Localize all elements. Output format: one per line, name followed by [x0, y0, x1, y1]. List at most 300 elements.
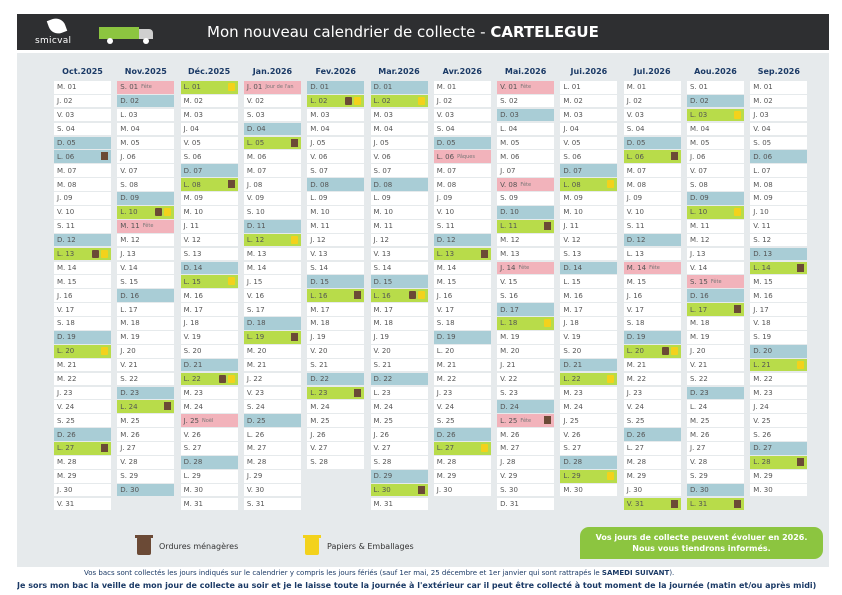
brown-bin-icon — [137, 537, 151, 555]
day-label: M. 18 — [310, 319, 330, 328]
day-cell — [54, 317, 111, 330]
day-label: J. 09 — [436, 194, 453, 203]
day-label: S. 06 — [563, 152, 582, 161]
day-label: V. 12 — [183, 236, 201, 245]
day-label: V. 26 — [183, 430, 201, 439]
day-cell — [371, 248, 428, 261]
day-cell — [307, 359, 364, 372]
day-label: L. 13 — [57, 249, 75, 258]
day-label: M. 22 — [753, 375, 773, 383]
month-header: Jan.2026 — [252, 67, 293, 76]
day-label: J. 23 — [436, 388, 453, 397]
day-cell — [687, 178, 744, 191]
day-label: S. 25 — [436, 416, 455, 425]
day-label: J. 01 — [246, 83, 263, 92]
month-column — [54, 67, 111, 512]
day-cell — [371, 303, 428, 316]
day-label: J. 16 — [436, 291, 453, 300]
day-cell — [117, 456, 174, 469]
month-column — [750, 67, 807, 498]
day-cell — [54, 275, 111, 288]
day-label: S. 18 — [57, 319, 75, 328]
day-label: M. 01 — [57, 83, 77, 92]
day-cell — [750, 303, 807, 316]
day-cell — [560, 178, 617, 191]
day-cell — [750, 345, 807, 358]
day-label: J. 26 — [310, 430, 326, 439]
day-label: L. 14 — [753, 263, 771, 272]
day-cell — [434, 373, 491, 386]
day-label: D. 19 — [626, 333, 646, 342]
day-label: M. 23 — [183, 388, 203, 397]
day-cell — [624, 442, 681, 455]
day-label: J. 29 — [246, 472, 263, 481]
day-label: V. 19 — [183, 333, 201, 342]
day-cell — [687, 81, 744, 94]
day-label: S. 22 — [690, 375, 708, 383]
day-cell — [750, 150, 807, 163]
month-column — [687, 67, 744, 512]
day-cell — [560, 234, 617, 247]
day-label: S. 07 — [373, 166, 392, 175]
day-label: J. 28 — [500, 458, 516, 467]
day-label: M. 25 — [310, 416, 330, 425]
day-label: D. 22 — [310, 375, 329, 383]
day-cell — [434, 192, 491, 205]
day-cell — [434, 206, 491, 219]
day-label: J. 04 — [183, 124, 200, 133]
day-label: S. 25 — [626, 416, 645, 425]
day-cell — [687, 95, 744, 108]
day-cell — [181, 442, 238, 455]
day-cell — [244, 137, 301, 150]
day-label: M. 05 — [120, 138, 140, 147]
day-cell — [434, 303, 491, 316]
day-cell — [497, 289, 554, 302]
day-cell — [54, 206, 111, 219]
day-label: J. 30 — [57, 486, 73, 495]
day-label: J. 05 — [373, 138, 389, 147]
day-label: D. 02 — [690, 97, 709, 106]
day-label: M. 21 — [246, 361, 267, 370]
day-cell — [181, 81, 238, 94]
day-label: J. 21 — [500, 361, 516, 370]
day-label: J. 06 — [120, 152, 136, 161]
day-label: L. 16 — [310, 291, 328, 300]
day-label: D. 16 — [120, 291, 140, 300]
day-label: L. 15 — [563, 277, 581, 286]
day-cell — [244, 262, 301, 275]
day-cell — [244, 317, 301, 330]
day-cell — [750, 206, 807, 219]
day-cell — [307, 400, 364, 413]
brown-bin-icon — [418, 486, 425, 494]
day-label: J. 20 — [120, 347, 136, 356]
day-cell — [560, 303, 617, 316]
day-cell — [181, 262, 238, 275]
day-cell — [244, 414, 301, 427]
day-cell — [307, 387, 364, 400]
day-cell — [750, 248, 807, 261]
day-label: J. 30 — [436, 486, 453, 495]
day-cell — [687, 373, 744, 386]
day-label: J. 12 — [310, 236, 326, 245]
day-label: S. 14 — [373, 263, 392, 272]
day-label: J. 17 — [753, 305, 769, 314]
day-cell — [687, 414, 744, 427]
day-cell — [54, 109, 111, 122]
day-cell — [117, 164, 174, 177]
month-header: Avr.2026 — [442, 67, 482, 76]
footer-instruction: Je sors mon bac la veille de mon jour de collecte au soir et je le laisse toute la journée à l'extérieur car il peut être collecté à tout moment de la journée (matin et/ou après midi) — [17, 581, 817, 590]
day-cell — [687, 498, 744, 511]
day-label: M. 26 — [500, 430, 520, 439]
day-cell — [434, 248, 491, 261]
day-label: L. 24 — [120, 402, 138, 411]
day-label: L. 01 — [183, 83, 201, 92]
day-label: S. 02 — [500, 97, 518, 106]
day-cell — [181, 470, 238, 483]
yellow-bin-icon — [291, 236, 298, 244]
day-label: J. 18 — [183, 319, 200, 328]
day-cell — [307, 317, 364, 330]
day-cell — [687, 303, 744, 316]
day-cell — [497, 192, 554, 205]
day-label: V. 27 — [310, 444, 328, 453]
day-cell — [54, 150, 111, 163]
day-cell — [497, 262, 554, 275]
day-cell — [244, 248, 301, 261]
day-cell — [371, 414, 428, 427]
day-label: S. 16 — [500, 291, 518, 300]
day-cell — [181, 414, 238, 427]
brown-bin-icon — [797, 264, 804, 272]
day-cell — [560, 289, 617, 302]
day-cell — [560, 137, 617, 150]
day-label: S. 07 — [310, 166, 328, 175]
day-label: L. 31 — [690, 500, 708, 509]
day-label: M. 29 — [626, 472, 647, 481]
day-cell — [624, 206, 681, 219]
day-cell — [117, 414, 174, 427]
day-cell — [750, 262, 807, 275]
day-label: M. 14 — [57, 263, 77, 272]
day-cell — [497, 345, 554, 358]
day-cell — [117, 234, 174, 247]
day-label: V. 16 — [246, 291, 265, 300]
day-cell — [624, 220, 681, 233]
day-label: L. 05 — [246, 138, 265, 147]
page-title — [207, 23, 599, 41]
day-cell — [244, 345, 301, 358]
day-cell — [687, 359, 744, 372]
day-label: J. 25 — [183, 416, 200, 425]
yellow-bin-icon — [607, 375, 614, 383]
day-cell — [371, 178, 428, 191]
day-cell — [181, 248, 238, 261]
day-cell — [54, 81, 111, 94]
day-label: M. 16 — [563, 291, 583, 300]
day-label: V. 10 — [436, 208, 455, 217]
day-label: S. 27 — [563, 444, 582, 453]
day-cell — [687, 428, 744, 441]
yellow-bin-icon — [164, 208, 171, 216]
day-cell — [117, 150, 174, 163]
day-label: J. 30 — [626, 486, 643, 495]
day-cell — [434, 289, 491, 302]
day-cell — [54, 345, 111, 358]
day-label: M. 31 — [183, 500, 203, 509]
day-label: M. 07 — [246, 166, 267, 175]
day-label: J. 08 — [246, 180, 263, 189]
day-cell — [687, 317, 744, 330]
day-cell — [560, 275, 617, 288]
day-label: V. 26 — [563, 430, 581, 439]
day-label: D. 02 — [120, 97, 140, 106]
day-cell — [560, 248, 617, 261]
day-cell — [687, 456, 744, 469]
day-label: D. 17 — [500, 305, 519, 314]
day-label: D. 19 — [57, 333, 76, 342]
day-cell — [54, 192, 111, 205]
day-label: V. 06 — [310, 152, 328, 161]
day-label: S. 18 — [626, 319, 645, 328]
yellow-bin-icon — [418, 291, 425, 299]
day-cell — [687, 275, 744, 288]
day-label: S. 15 — [690, 277, 708, 286]
day-cell — [307, 373, 364, 386]
day-cell — [117, 359, 174, 372]
day-label: D. 12 — [436, 236, 456, 245]
day-cell — [624, 317, 681, 330]
day-cell — [497, 331, 554, 344]
brown-bin-icon — [671, 500, 678, 508]
day-label: D. 05 — [626, 138, 646, 147]
day-label: M. 20 — [500, 347, 520, 356]
day-cell — [497, 484, 554, 497]
yellow-bin-icon — [228, 83, 235, 91]
day-label: M. 01 — [753, 83, 773, 92]
day-cell — [181, 373, 238, 386]
day-label: J. 27 — [690, 444, 706, 453]
day-label: D. 31 — [500, 500, 519, 509]
day-cell — [307, 192, 364, 205]
day-cell — [244, 303, 301, 316]
leaf-logo-icon — [47, 16, 68, 37]
day-label: D. 27 — [753, 444, 773, 453]
day-label: V. 11 — [753, 222, 771, 231]
day-label: D. 06 — [753, 152, 773, 161]
day-cell — [244, 331, 301, 344]
day-cell — [117, 387, 174, 400]
day-cell — [54, 428, 111, 441]
day-label: M. 03 — [183, 111, 203, 120]
day-cell — [307, 137, 364, 150]
day-label: M. 05 — [500, 138, 520, 147]
day-label: M. 09 — [753, 194, 773, 203]
day-label: V. 13 — [310, 249, 328, 258]
day-label: S. 29 — [120, 472, 139, 481]
day-cell — [117, 220, 174, 233]
day-label: V. 14 — [690, 263, 708, 272]
day-cell — [560, 150, 617, 163]
day-cell — [181, 303, 238, 316]
day-cell — [750, 81, 807, 94]
day-label: J. 13 — [690, 249, 706, 258]
legend-menagers-label: Ordures ménagères — [159, 541, 239, 551]
day-label: S. 04 — [626, 124, 645, 133]
day-label: L. 25 — [500, 416, 518, 425]
day-cell — [181, 317, 238, 330]
day-cell — [434, 442, 491, 455]
month-header: Oct.2025 — [62, 67, 103, 76]
day-label: M. 26 — [120, 430, 140, 439]
day-cell — [371, 373, 428, 386]
day-cell — [624, 470, 681, 483]
day-cell — [687, 206, 744, 219]
day-label: V. 03 — [57, 111, 75, 120]
day-cell — [54, 400, 111, 413]
day-cell — [371, 289, 428, 302]
day-cell — [560, 456, 617, 469]
day-label: M. 15 — [436, 277, 457, 286]
holiday-note: Fête — [141, 84, 152, 91]
day-label: D. 11 — [246, 222, 266, 231]
day-cell — [371, 95, 428, 108]
day-cell — [181, 206, 238, 219]
day-label: M. 19 — [500, 333, 520, 342]
day-cell — [560, 442, 617, 455]
day-label: D. 21 — [563, 361, 583, 370]
day-cell — [560, 164, 617, 177]
day-cell — [750, 192, 807, 205]
holiday-note: Jour de l'an — [265, 84, 294, 91]
day-label: L. 10 — [690, 208, 708, 217]
day-label: L. 29 — [183, 472, 201, 481]
day-label: D. 28 — [563, 458, 583, 467]
calendar-panel — [17, 53, 829, 567]
day-cell — [117, 95, 174, 108]
day-label: S. 12 — [753, 236, 772, 245]
day-label: L. 16 — [373, 291, 391, 300]
day-cell — [54, 123, 111, 136]
day-label: L. 26 — [246, 430, 265, 439]
day-label: J. 06 — [690, 152, 706, 161]
day-cell — [687, 289, 744, 302]
day-cell — [624, 137, 681, 150]
day-cell — [687, 331, 744, 344]
day-label: M. 01 — [626, 83, 647, 92]
brown-bin-icon — [219, 375, 226, 383]
day-label: S. 11 — [57, 222, 75, 231]
day-label: J. 11 — [183, 222, 200, 231]
day-cell — [434, 400, 491, 413]
day-label: M. 17 — [310, 305, 330, 314]
day-label: V. 08 — [500, 180, 518, 189]
day-label: M. 24 — [310, 402, 330, 411]
day-label: S. 28 — [373, 458, 392, 467]
day-cell — [307, 428, 364, 441]
day-cell — [54, 220, 111, 233]
day-label: S. 24 — [246, 402, 265, 411]
day-cell — [117, 442, 174, 455]
day-label: S. 17 — [246, 305, 265, 314]
day-cell — [244, 498, 301, 511]
day-cell — [244, 428, 301, 441]
day-label: L. 28 — [753, 458, 771, 467]
day-label: L. 24 — [690, 402, 708, 411]
day-label: V. 05 — [563, 138, 581, 147]
day-cell — [54, 137, 111, 150]
day-cell — [434, 387, 491, 400]
day-cell — [434, 150, 491, 163]
day-cell — [117, 400, 174, 413]
day-label: M. 24 — [183, 402, 203, 411]
day-label: M. 16 — [753, 291, 773, 300]
holiday-note: Fête — [520, 417, 532, 424]
day-label: M. 13 — [246, 249, 267, 258]
day-cell — [371, 470, 428, 483]
day-cell — [307, 95, 364, 108]
day-cell — [307, 123, 364, 136]
day-label: M. 18 — [690, 319, 710, 328]
day-cell — [117, 275, 174, 288]
day-cell — [371, 150, 428, 163]
day-cell — [624, 289, 681, 302]
month-header: Mai.2026 — [504, 67, 547, 76]
day-cell — [560, 262, 617, 275]
day-label: M. 16 — [183, 291, 203, 300]
day-cell — [624, 400, 681, 413]
day-label: S. 19 — [753, 333, 772, 342]
day-cell — [497, 359, 554, 372]
day-label: S. 28 — [310, 458, 328, 467]
day-cell — [181, 95, 238, 108]
day-cell — [307, 234, 364, 247]
day-label: S. 14 — [310, 263, 328, 272]
day-cell — [624, 192, 681, 205]
day-cell — [560, 400, 617, 413]
day-label: S. 20 — [563, 347, 582, 356]
day-cell — [497, 234, 554, 247]
day-cell — [624, 275, 681, 288]
day-cell — [624, 428, 681, 441]
day-cell — [497, 373, 554, 386]
day-label: M. 29 — [753, 472, 773, 481]
month-column — [371, 67, 428, 512]
day-label: S. 23 — [500, 388, 518, 397]
day-label: M. 19 — [690, 333, 710, 342]
day-cell — [624, 164, 681, 177]
day-label: L. 29 — [563, 472, 581, 481]
day-label: D. 16 — [690, 291, 709, 300]
day-label: M. 17 — [373, 305, 393, 314]
day-cell — [117, 262, 174, 275]
yellow-bin-icon — [607, 472, 614, 480]
day-label: D. 05 — [436, 138, 456, 147]
day-cell — [181, 400, 238, 413]
day-label: L. 04 — [500, 124, 518, 133]
day-cell — [750, 220, 807, 233]
day-label: V. 07 — [690, 166, 708, 175]
day-label: M. 22 — [626, 375, 647, 383]
month-column — [434, 67, 491, 498]
day-label: V. 19 — [563, 333, 581, 342]
day-label: L. 27 — [626, 444, 644, 453]
day-label: J. 18 — [563, 319, 579, 328]
month-header: Sep.2026 — [757, 67, 800, 76]
day-label: S. 08 — [690, 180, 708, 189]
